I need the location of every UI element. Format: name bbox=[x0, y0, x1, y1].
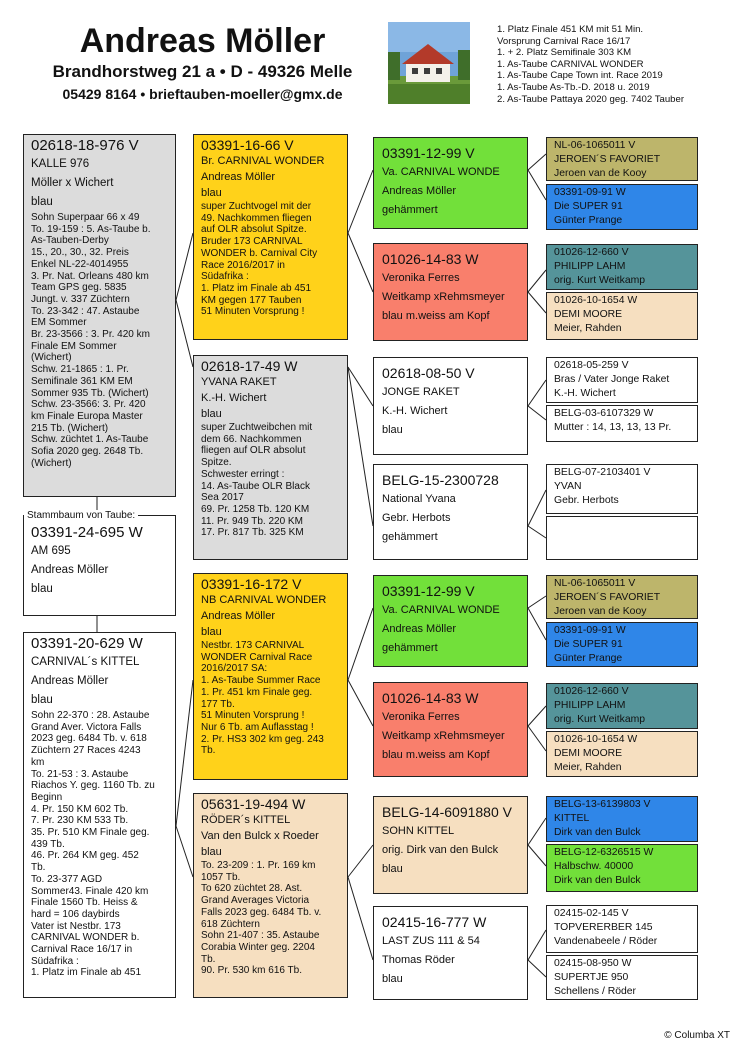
description-line: Sommer43. Finale 420 km bbox=[31, 885, 149, 897]
description-line: 11. Pr. 949 Tb. 220 KM bbox=[201, 515, 303, 527]
pigeon-name: AM 695 bbox=[31, 545, 71, 557]
ring-number: BELG-13-6139803 V bbox=[554, 799, 651, 810]
pigeon-card-02618-18-976[interactable] bbox=[23, 134, 176, 497]
pigeon-owner: Vandenabeele / Röder bbox=[554, 936, 658, 947]
pigeon-card-g4-6[interactable] bbox=[546, 405, 698, 442]
pigeon-name: Die SUPER 91 bbox=[554, 201, 623, 212]
description-line: dem 66. Nachkommen bbox=[201, 433, 302, 445]
description-line: Carnival Race 16/17 in bbox=[31, 944, 133, 956]
pigeon-color: blau bbox=[201, 626, 222, 638]
pigeon-color: blau bbox=[31, 583, 53, 595]
pigeon-owner: Jeroen van de Kooy bbox=[554, 168, 647, 179]
description-line: Finale EM Sommer bbox=[31, 340, 117, 352]
pigeon-card-g4-10[interactable] bbox=[546, 622, 698, 667]
ring-number: 03391-24-695 W bbox=[31, 524, 143, 541]
description-line: 2. Pr. HS3 302 km geg. 243 bbox=[201, 733, 324, 745]
description-line: Tb. bbox=[31, 862, 46, 874]
pigeon-card-g3-5[interactable] bbox=[373, 575, 528, 667]
pigeon-owner: Andreas Möller bbox=[201, 610, 275, 622]
pigeon-card-g4-15[interactable] bbox=[546, 905, 698, 953]
description-line: 2016/2017 SA: bbox=[201, 663, 268, 675]
pigeon-origin: Möller x Wichert bbox=[31, 177, 114, 189]
description-line: Tb. bbox=[201, 745, 216, 757]
description-line: Nestbr. 173 CARNIVAL bbox=[201, 640, 305, 651]
description-line: 1. Platz im Finale ab 451 bbox=[201, 282, 312, 294]
ring-number: 05631-19-494 W bbox=[201, 796, 306, 812]
description-line: 215 Tb. (Wichert) bbox=[31, 422, 109, 434]
pigeon-card-g4-3[interactable] bbox=[546, 244, 698, 290]
description-line: Falls 2023 geg. 6484 Tb. v. bbox=[201, 906, 322, 918]
pigeon-card-g3-1[interactable] bbox=[373, 137, 528, 229]
description-line: 4. Pr. 150 KM 602 Tb. bbox=[31, 803, 129, 815]
description-line: fliegen auf OLR absolut bbox=[201, 445, 306, 457]
pigeon-owner: Thomas Röder bbox=[382, 954, 455, 966]
ring-number: 02618-17-49 W bbox=[201, 358, 298, 374]
pigeon-owner: Gebr. Herbots bbox=[382, 512, 451, 524]
pigeon-owner: Andreas Möller bbox=[31, 675, 109, 687]
description-line: Sohn Superpaar 66 x 49 bbox=[31, 212, 140, 223]
ring-number: BELG-03-6107329 W bbox=[554, 408, 654, 419]
ring-number: NL-06-1065011 V bbox=[554, 578, 636, 589]
description-line: 1057 Tb. bbox=[201, 871, 241, 883]
description-line: Nur 6 Tb. am Auflasstag ! bbox=[201, 721, 314, 733]
ring-number: 03391-16-172 V bbox=[201, 576, 302, 592]
pigeon-name: Va. CARNIVAL WONDE bbox=[382, 166, 500, 178]
pigeon-owner: Andreas Möller bbox=[382, 185, 456, 197]
ring-number: 03391-16-66 V bbox=[201, 137, 294, 153]
description-line: KM gegen 177 Tauben bbox=[201, 294, 302, 306]
description-line: To 620 züchtet 28. Ast. bbox=[201, 883, 303, 895]
pigeon-name: JEROEN´S FAVORIET bbox=[554, 592, 661, 603]
pigeon-owner: Dirk van den Bulck bbox=[554, 875, 641, 886]
ring-number: 03391-12-99 V bbox=[382, 583, 475, 599]
pigeon-name: National Yvana bbox=[382, 493, 456, 505]
description-line: To. 23-342 : 47. Astaube bbox=[31, 305, 140, 317]
pigeon-card-03391-20-629[interactable] bbox=[23, 632, 176, 998]
pigeon-card-g4-1[interactable] bbox=[546, 137, 698, 181]
pigeon-color: gehämmert bbox=[382, 204, 438, 216]
pigeon-card-g4-7[interactable] bbox=[546, 464, 698, 514]
pigeon-card-g4-14[interactable] bbox=[546, 844, 698, 892]
pigeon-description bbox=[201, 860, 340, 977]
pigeon-description bbox=[201, 422, 340, 539]
description-line: Sohn 22-370 : 28. Astaube bbox=[31, 710, 150, 721]
pigeon-owner: Günter Prange bbox=[554, 215, 623, 226]
ring-number: 01026-10-1654 W bbox=[554, 295, 638, 306]
ring-number: 01026-12-660 V bbox=[554, 686, 629, 697]
description-line: To. 23-209 : 1. Pr. 169 km bbox=[201, 860, 316, 871]
description-line: CARNIVAL WONDER b. bbox=[31, 932, 140, 944]
description-line: 7. Pr. 230 KM 533 Tb. bbox=[31, 815, 129, 827]
description-line: Südafrika : bbox=[31, 955, 79, 967]
pigeon-card-g4-13[interactable] bbox=[546, 796, 698, 842]
pigeon-name: Bras / Vater Jonge Raket bbox=[554, 374, 670, 385]
pigeon-card-g3-3[interactable] bbox=[373, 357, 528, 455]
description-line: 14. As-Taube OLR Black bbox=[201, 480, 310, 492]
description-line: 177 Tb. bbox=[201, 698, 235, 710]
pigeon-color: blau m.weiss am Kopf bbox=[382, 749, 490, 761]
pigeon-origin: Van den Bulck x Roeder bbox=[201, 830, 319, 842]
ring-number: 02415-08-950 W bbox=[554, 958, 632, 969]
ring-number: 01026-14-83 W bbox=[382, 251, 479, 267]
description-line: Jungt. v. 337 Züchtern bbox=[31, 293, 130, 305]
description-line: 17. Pr. 817 Tb. 325 KM bbox=[201, 527, 304, 539]
pigeon-card-g3-4[interactable] bbox=[373, 464, 528, 560]
description-line: Semifinale 361 KM EM bbox=[31, 375, 133, 387]
pigeon-card-g3-8[interactable] bbox=[373, 906, 528, 1000]
description-line: WONDER Carnival Race bbox=[201, 651, 313, 663]
pigeon-name: PHILIPP LAHM bbox=[554, 261, 626, 272]
description-line: EM Sommer bbox=[31, 317, 87, 329]
description-line: Schw. 21-1865 : 1. Pr. bbox=[31, 364, 129, 376]
pigeon-card-g4-4[interactable] bbox=[546, 292, 698, 340]
pigeon-card-03391-16-66[interactable] bbox=[193, 134, 348, 340]
description-line: 51 Minuten Vorsprung ! bbox=[201, 306, 305, 318]
pigeon-owner: Jeroen van de Kooy bbox=[554, 606, 647, 617]
breeder-address: Brandhorstweg 21 a • D - 49326 Melle bbox=[52, 62, 353, 81]
description-line: Grand Aver. Victora Falls bbox=[31, 721, 142, 733]
pigeon-name: KALLE 976 bbox=[31, 158, 90, 170]
description-line: Riachos Y. geg. 1160 Tb. zu bbox=[31, 780, 155, 792]
ring-number: 03391-09-91 W bbox=[554, 187, 626, 198]
pigeon-card-g3-2[interactable] bbox=[373, 243, 528, 341]
pigeon-name: JONGE RAKET bbox=[382, 386, 460, 398]
pigeon-name: Die SUPER 91 bbox=[554, 639, 623, 650]
description-line: Züchtern 27 Races 4243 bbox=[31, 745, 141, 757]
description-line: Sohn 21-407 : 35. Astaube bbox=[201, 930, 320, 942]
ring-number: BELG-07-2103401 V bbox=[554, 467, 651, 478]
pigeon-owner: K.-H. Wichert bbox=[382, 405, 448, 417]
pigeon-origin: Weitkamp xRehmsmeyer bbox=[382, 730, 505, 742]
pigeon-card-g3-7[interactable] bbox=[373, 796, 528, 894]
description-line: 69. Pr. 1258 Tb. 120 KM bbox=[201, 503, 310, 515]
description-line: (Wichert) bbox=[31, 457, 72, 469]
ring-number: 03391-12-99 V bbox=[382, 145, 475, 161]
description-line: To. 23-377 AGD bbox=[31, 873, 103, 885]
pigeon-name: TOPVERERBER 145 bbox=[554, 922, 653, 933]
ring-number: BELG-12-6326515 W bbox=[554, 847, 654, 858]
pigeon-owner: Andreas Möller bbox=[201, 171, 275, 183]
pigeon-color: gehämmert bbox=[382, 531, 438, 543]
pigeon-name: NB CARNIVAL WONDER bbox=[201, 594, 327, 606]
description-line: Tb. bbox=[201, 953, 216, 965]
description-line: (Wichert) bbox=[31, 352, 72, 364]
pigeon-name: Veronika Ferres bbox=[382, 272, 460, 284]
achievement: 1. As-Taube CARNIVAL WONDER bbox=[497, 58, 644, 70]
description-line: Team GPS geg. 5835 bbox=[31, 282, 127, 294]
description-line: km bbox=[31, 756, 45, 768]
description-line: Spitze. bbox=[201, 457, 232, 469]
pigeon-owner: Gebr. Herbots bbox=[554, 495, 619, 506]
pigeon-name: YVAN bbox=[554, 481, 582, 492]
pigeon-name: SUPERTJE 950 bbox=[554, 972, 629, 983]
pigeon-color: blau bbox=[382, 424, 403, 436]
pigeon-origin: Weitkamp xRehmsmeyer bbox=[382, 291, 505, 303]
pigeon-owner: Meier, Rahden bbox=[554, 762, 622, 773]
pigeon-color: blau bbox=[201, 846, 222, 858]
description-line: Corabia Winter geg. 2204 bbox=[201, 941, 315, 953]
ring-number: 01026-10-1654 W bbox=[554, 734, 638, 745]
pigeon-name: JEROEN´S FAVORIET bbox=[554, 154, 661, 165]
pigeon-owner: Andreas Möller bbox=[382, 623, 456, 635]
description-line: To. 19-159 : 5. As-Taube b. bbox=[31, 223, 151, 235]
pigeon-owner: Dirk van den Bulck bbox=[554, 827, 641, 838]
description-line: 15., 20., 30., 32. Preis bbox=[31, 247, 129, 259]
description-line: Schw. züchtet 1. As-Taube bbox=[31, 434, 149, 446]
pigeon-card-03391-24-695[interactable] bbox=[23, 515, 176, 616]
description-line: Südafrika : bbox=[201, 271, 249, 283]
pigeon-name: RÖDER´s KITTEL bbox=[201, 814, 291, 826]
pigeon-card-05631-19-494[interactable] bbox=[193, 793, 348, 998]
pigeon-owner: Andreas Möller bbox=[31, 564, 109, 576]
pigeon-name: PHILIPP LAHM bbox=[554, 700, 626, 711]
description-line: 1. Platz im Finale ab 451 bbox=[31, 967, 142, 979]
pigeon-description bbox=[201, 640, 340, 757]
ring-number: 02415-02-145 V bbox=[554, 908, 629, 919]
ring-number: 02415-16-777 W bbox=[382, 914, 487, 930]
pigeon-color: blau bbox=[31, 196, 53, 208]
description-line: Enkel NL-22-4014955 bbox=[31, 258, 129, 270]
ring-number: 02618-05-259 V bbox=[554, 360, 629, 371]
ring-number: BELG-15-2300728 bbox=[382, 472, 499, 488]
pigeon-card-g4-9[interactable] bbox=[546, 575, 698, 619]
pigeon-owner: K.-H. Wichert bbox=[554, 388, 616, 399]
description-line: Br. 23-3566 : 3. Pr. 420 km bbox=[31, 329, 150, 341]
ring-number: 02618-08-50 V bbox=[382, 365, 475, 381]
pigeon-owner: K.-H. Wichert bbox=[201, 392, 267, 404]
description-line: Bruder 173 CARNIVAL bbox=[201, 236, 303, 248]
pigeon-card-g4-2[interactable] bbox=[546, 184, 698, 230]
pigeon-description bbox=[201, 201, 340, 318]
ring-number: 01026-12-660 V bbox=[554, 247, 629, 258]
pigeon-name: Va. CARNIVAL WONDE bbox=[382, 604, 500, 616]
pigeon-name: SOHN KITTEL bbox=[382, 825, 455, 837]
pigeon-name: Veronika Ferres bbox=[382, 711, 460, 723]
description-line: super Zuchtvogel mit der bbox=[201, 201, 312, 212]
ring-number: 03391-20-629 W bbox=[31, 635, 143, 652]
description-line: As-Tauben-Derby bbox=[31, 235, 109, 247]
achievement: 2. As-Taube Pattaya 2020 geg. 7402 Tauber bbox=[497, 93, 685, 105]
description-line: 46. Pr. 264 KM geg. 452 bbox=[31, 850, 139, 862]
description-line: Finale 1560 Tb. Heiss & bbox=[31, 897, 138, 909]
ring-number: 03391-09-91 W bbox=[554, 625, 626, 636]
pigeon-card-g3-6[interactable] bbox=[373, 682, 528, 777]
description-line: 1. Pr. 451 km Finale geg. bbox=[201, 686, 313, 698]
pigeon-name: CARNIVAL´s KITTEL bbox=[31, 656, 140, 668]
pigeon-name: DEMI MOORE bbox=[554, 309, 623, 320]
pigeon-color: gehämmert bbox=[382, 642, 438, 654]
achievement: Vorsprung Carnival Race 16/17 bbox=[497, 35, 631, 47]
pigeon-card-g4-5[interactable] bbox=[546, 357, 698, 403]
description-line: Sofia 2020 geg. 2648 Tb. bbox=[31, 446, 144, 458]
breeder-name: Andreas Möller bbox=[79, 22, 326, 60]
achievement: 1. As-Taube As-Tb.-D. 2018 u. 2019 bbox=[497, 81, 650, 93]
pigeon-name: Br. CARNIVAL WONDER bbox=[201, 155, 325, 167]
pigeon-card-02618-17-49[interactable] bbox=[193, 355, 348, 560]
pigeon-color: blau bbox=[201, 408, 222, 420]
pigeon-color: blau bbox=[382, 973, 403, 985]
pigeon-origin: orig. Dirk van den Bulck bbox=[382, 844, 499, 856]
description-line: Race 2016/2017 in bbox=[201, 259, 285, 271]
pigeon-name: YVANA RAKET bbox=[201, 376, 277, 388]
description-line: Beginn bbox=[31, 791, 63, 803]
ring-number: 02618-18-976 V bbox=[31, 137, 139, 154]
description-line: super Zuchtweibchen mit bbox=[201, 422, 313, 433]
description-line: 35. Pr. 510 KM Finale geg. bbox=[31, 827, 150, 839]
description-line: To. 21-53 : 3. Astaube bbox=[31, 768, 129, 780]
ring-number: NL-06-1065011 V bbox=[554, 140, 636, 151]
pigeon-name: DEMI MOORE bbox=[554, 748, 623, 759]
pigeon-card-g4-8-empty[interactable] bbox=[546, 516, 698, 560]
description-line: 90. Pr. 530 km 616 Tb. bbox=[201, 965, 302, 977]
achievement: 1. Platz Finale 451 KM mit 51 Min. bbox=[497, 24, 644, 35]
description-line: 2023 geg. 6484 Tb. v. 618 bbox=[31, 733, 147, 745]
description-line: 1. As-Taube Summer Race bbox=[201, 675, 321, 687]
pigeon-origin: orig. Kurt Weitkamp bbox=[554, 275, 646, 286]
description-line: 618 Züchtern bbox=[201, 918, 260, 930]
description-line: Grand Averages Victoria bbox=[201, 895, 310, 907]
description-line: Schwester erringt : bbox=[201, 468, 285, 480]
pigeon-card-g4-12[interactable] bbox=[546, 731, 698, 777]
pigeon-note: Mutter : 14, 13, 13, 13 Pr. bbox=[554, 422, 672, 433]
stammbaum-label: Stammbaum von Taube: bbox=[24, 510, 138, 521]
pigeon-owner: Günter Prange bbox=[554, 653, 623, 664]
ring-number: 01026-14-83 W bbox=[382, 690, 479, 706]
pigeon-card-g4-11[interactable] bbox=[546, 683, 698, 729]
pigeon-description bbox=[31, 710, 168, 979]
pigeon-color: blau bbox=[31, 694, 53, 706]
description-line: Sommer 935 Tb. (Wichert) bbox=[31, 387, 149, 399]
pigeon-name: Halbschw. 40000 bbox=[554, 861, 634, 872]
achievement: 1. As-Taube Cape Town int. Race 2019 bbox=[497, 70, 663, 82]
pigeon-origin: orig. Kurt Weitkamp bbox=[554, 714, 646, 725]
description-line: 51 Minuten Vorsprung ! bbox=[201, 710, 305, 722]
copyright-footer: © Columba XT bbox=[664, 1030, 730, 1041]
description-line: Sea 2017 bbox=[201, 492, 244, 504]
description-line: hard = 106 daybirds bbox=[31, 908, 120, 920]
pigeon-owner: Schellens / Röder bbox=[554, 986, 637, 997]
description-line: 3. Pr. Nat. Orleans 480 km bbox=[31, 270, 149, 282]
ring-number: BELG-14-6091880 V bbox=[382, 804, 512, 820]
pigeon-color: blau m.weiss am Kopf bbox=[382, 310, 490, 322]
description-line: 439 Tb. bbox=[31, 838, 65, 850]
pigeon-color: blau bbox=[382, 863, 403, 875]
description-line: Schw. 23-3566: 3. Pr. 420 bbox=[31, 399, 146, 411]
description-line: WONDER b. Carnival City bbox=[201, 247, 318, 259]
description-line: 49. Nachkommen fliegen bbox=[201, 212, 312, 224]
description-line: auf OLR absolut Spitze. bbox=[201, 224, 307, 236]
pigeon-name: KITTEL bbox=[554, 813, 590, 824]
pigeon-card-g4-16[interactable] bbox=[546, 955, 698, 1000]
breeder-contact: 05429 8164 • brieftauben-moeller@gmx.de bbox=[62, 86, 343, 102]
description-line: km Finale Europa Master bbox=[31, 410, 143, 422]
description-line: Vater ist Nestbr. 173 bbox=[31, 920, 121, 932]
achievement: 1. + 2. Platz Semifinale 303 KM bbox=[497, 47, 632, 59]
pigeon-description bbox=[31, 212, 168, 469]
pigeon-card-03391-16-172[interactable] bbox=[193, 573, 348, 780]
pigeon-color: blau bbox=[201, 187, 222, 199]
pigeon-owner: Meier, Rahden bbox=[554, 323, 622, 334]
pigeon-name: LAST ZUS 111 & 54 bbox=[382, 935, 480, 947]
